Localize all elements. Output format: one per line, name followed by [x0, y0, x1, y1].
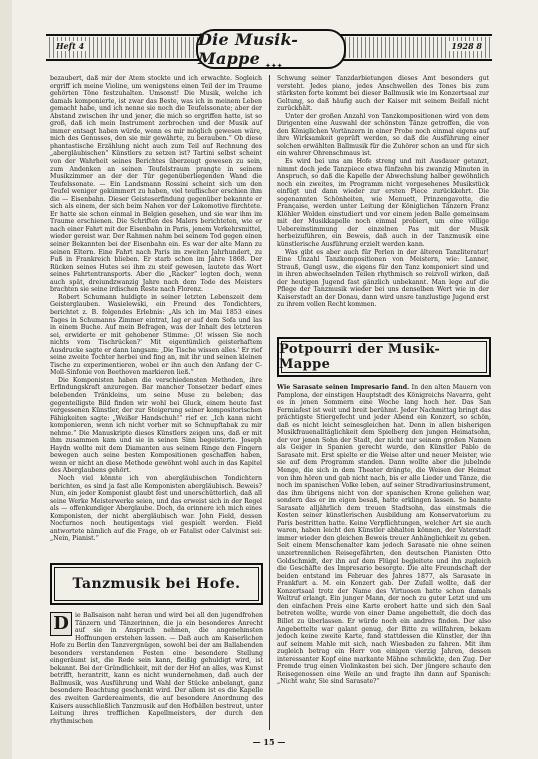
issue-label: Heft 4 [56, 41, 85, 51]
article-body: ie Ballsaison naht heran und wird bei all den jugendfrohen Tänzern und Tänzerinnen, die ja ein besonderes Anrecht auf sie in Anspruch nehmen, die angenehmsten Hoffnungen erstehen lassen. — Daß auch am Kaiserlichen Hofe zu Berlin den Tanzvergnügen, sowohl bei der am Ballabenden besonders verstandenen Festen eine besondere Stellung eingeräumt ist, die Rede sein kann, fleißig gehuldigt wird, ist bekannt. Bei der Gründlichkeit, mit der der Hof an alles, was Kunst betrifft, herantritt, kann es nicht wundernehmen, daß auch der Ballmusik, was Ausführung und Wahl der Stücke anbelangt, ganz besondere Beachtung geschenkt wird. Der allem ist es die Kapelle des zweiten Gardereaiments, die auf besondere Anordnung des Kaisers ausschließlich Tanzmusik auf den Hofbällen bestreut, unter Leitung ihres trefflichen Kapellmeisters, der durch den rhythmischen [50, 612, 263, 725]
paragraph: Es wird bei uns am Hofe streng und mit Ausdauer getanzt, nimmt doch jede Tanzpiece etwa fünfzehn bis zwanzig Minuten in Anspruch, so daß die Kapelle der Abwechslung halber gewöhnlich noch ein zweites, im Programm nicht vorgesehenes Musikstück einfügt und dann wieder zur ersten Piece zurückkehrt. Die sogenannten Schönheiten, wie Menuett, Prinzengavotte, die Française, werden unter Leitung der Königlichen Tänzern Franz Klöhler Wolden einstudiert und vor einem jeden Balle gemeinsam mit der Musikkapelle noch einmal probiert, um eine völlige Uebereinstimmung der einzelnen Pas mit der Musik herbeizuführen, ein Beweis, daß auch in der Tanzmusik eine künstlerische Ausführung erzielt werden kann. [277, 158, 489, 249]
left-column [50, 75, 262, 543]
paragraph: Schwung seiner Tanzdarbietungen dieses Amt besonders gut versteht. Jedes piano, jedes Anschwellen des Tones bis zum stärksten forte kommt bei dieser Ballmusik wie im Konzertsaal zur Geltung, so daß häufig auch der Kaiser mit seinem Beifall nicht zurückhält. [277, 75, 489, 113]
potpourri-article [277, 384, 491, 686]
ornament-icon: ✦✦✦ [265, 62, 283, 70]
tanzmusik-article [50, 612, 263, 725]
paragraph: Was gibt es aber auch für Perlen in der älteren Tanzliteratur! Eine Unzahl Tanzkompositionen von Meistern, wie: Lanner, Strauß, Gungl usw., die eigens für den Tanz komponiert sind und in ihren abwechselnden Teilen rhythmisch so reizvoll wirken, daß der heutigen Jugend fast gänzlich unbekannt. Man lege auf die Pflege der Tanzmusik wieder bei uns denselben Wert wie in der Kaiserstadt an der Donau, dann wird unsre tanzlustige Jugend erst zu ihrem vollen Recht kommen. [277, 248, 489, 309]
section-title-box [277, 337, 491, 377]
paragraph: Robert Schumann huldigte in seiner letzten Lebenszeit dem Geisterglauben. Wasielewski, ein Freund des Tondichters, berichtet z. B. folgendes Erlebnis: „Als ich im Mai 1853 eines Tages in Schumanns Zimmer eintrat, lag er auf dem Sofa und las in einem Buche. Auf mein Befragen, was der Inhalt des letzteren sei, erwiderte er mit gehobener Stimme: ‚O! wissen Sie noch nichts vom Tischrücken?‘ Mit eigentümlich geisterhaftem Ausdrucke sagte er dann langsam: ‚Die Tische wissen alles.‘ Er rief seine zweite Tochter herbei und fing an, mit ihr und seinen kleinen Tische zu experimentieren, wobei er ihn auch den Anfang der C-Moll-Sinfonie von Beethoven markieren ließ.“ [50, 293, 262, 377]
article-headline: Wie Sarasate seinen Impresario fand. [277, 384, 410, 391]
paragraph: Noch viel könnte ich von abergläubischen Tondichtern berichten, es sind ja fast alle Komponisten abergläubisch. Beweis? Nun, ein jeder Komponist glaubt fest und unerschütterlich, daß all seine Werke Meisterwerke seien, und das erweist sich in der Regel als — offenkundiger Aberglaube. Doch, da erinnere ich mich eines Komponisten, der nicht abergläubisch war. John Field, dessen Nocturnos noch heutigentags viel gespielt werden. Field antwortete nämlich auf die Frage, ob er Fatalist oder Calvinist sei: „Nein, Pianist.“ [50, 474, 262, 543]
header-banner [46, 28, 492, 70]
scan-margin [0, 0, 12, 759]
paragraph: bezaubert, daß mir der Atem stockte und ich erwachte. Sogleich ergriff ich meine Violine, um wenigstens einen Teil der im Traume gehörten Töne festzuhalten. Umsonst! Die Musik, welche ich damals komponierte, ist zwar das Beste, was ich in meinem Leben gemacht habe, und ich nenne sie noch die Teufelssonate; aber der Abstand zwischen ihr und jener, die mich so ergriffen hatte, ist so groß, daß ich mein Instrument zerbrochen und der Musik auf immer entsagt haben würde, wenn es mir möglich gewesen wäre, mich des Genusses, den sie mir gewährte, zu berauben.“ Ob diese phantastische Erzählung nicht auch zum Teil auf Rechnung des „abergläubischen“ Künstlers zu setzen ist? Tartini selbst scheint von der Wahrheit seines Berichtes überzeugt gewesen zu sein, zum Andenken an seinen Teufelstraum prangte in seinem Musikzimmer an der der Tür gegenüberliegenden Wand die Teufelssonate. — Ein Landsmann Rossini scheint sich um den Teufel weniger gekümmert zu haben, viel teuflischer erschien ihm die — Eisenbahn. Dieser Geisteserfindung gegenüber bekannte er sich als einem, der sich beim Nahen vor der Lokomotive fürchtete. Er hatte sie schon einmal in Belgien gesehen, und sie war ihm im Traume erschienen. Die Schriften des Malers berichteten, wie er nach einer Fahrt mit der Eisenbahn in Paris, jenem Verkehrsmittel, wieder gereist war. Der Rahmen nahm bei seinem Tod gegen einen seiner Bekannten bei der Eisenbahn ein. Es war der alte Mann zu seinen Eltern. Eine Fahrt nach Paris im zweiten Jahrhundert, zu Fuß in Frankreich blieben. Er starb schon im Jahre 1868. Der Rücken seines Hutes sei ihm zu steif gewesen, lautete das Wort seines Fahrtentransports. Aber die „Racker“ legten doch, wenn auch spät, dreiundzwanzig Jahre nach dem Tode des Meisters brachten sie seine irdischen Reste nach Florenz. [50, 75, 262, 294]
dropcap-initial: D [50, 612, 72, 636]
masthead-title: Die Musik-Mappe [198, 30, 299, 68]
article-body: In den alten Mauern von Pamplona, der einstigen Hauptstadt des Königreichs Navarra, geht es in jenen Sommern eine Woche lang hoch her. Das San Fermiafest ist weit und breit berühmt. Jeder Nachmittag bringt das prächtigste Stiergefecht und jeder Abend ein Konzert, so schön, daß es nicht leicht seinesgleichen hat. Denn in allen bisherigen Musikfrauenalltäglichkeit dem Spielberg den jungen Heimatsohn, der vor jenen Sohn der Stadt, der nicht nur seinem großen Namen als Geiger in Spanien gerecht wurde, den Künstler Pablo de Sarasate mit. Erst spielte er die Weise alter und neuer Meister, wie sie auf dem Programm standen. Dann wollte aber die jubelnde Menge, die sich in dem Theater drängte, die Weisen der Heimat von ihm hören und gab nicht nach, bis er alle Lieder und Tänze, die noch im spanischen Volke leben, auf seiner Stradivariusinstrument, das ihm übrigens nicht von der spanischen Krone geliehen war, sondern das er im eigen besaß, hatte erklingen lassen. So bannte Sarasate alljährlich dem treuen Stadtsohn, das einstmals die Kosten seiner künstlerischen Ausbildung am Konservatorium zu Paris bestritten hatte. Keine Verpflichtungen, welcher Art sie auch waren, haben leicht den Künstler abhalten können, der Vaterstadt immer wieder den gleichen Beweis treuer Anhänglichkeit zu geben. Seit einem Menschenalter kam jedoch Sarasate nie ohne seinen unzertrennlichen Reisegefährten, den deutschen Pianisten Otto Goldschmidt, der ihn auf dem Flügel begleitete und ihn zugleich die Geschäfte des Impresario besorgte. Die alte Freundschaft der beiden entstand im Februar des Jahres 1877, als Sarasate in Frankfurt a. M. ein Konzert gab. Der Zufall wollte, daß der Konzertsaal trotz der Name des Virtuosen hatte schon damals Weltruf erlangt. Ein junger Mann, der noch zu guter Letzt und um den einfachen Preis eine Karte erobert hatte und sich den Saal betreten wollte, wurde von einer Dame angebettelt, die doch das Billet zu überlassen. Er würde noch ein andres finden. Der also Angebettelte war galant genug, der Bitte zu willfahren, bekam jedoch keine zweite Karte, fand stattdessen die Künstler, der ihn auf seinem Mahle mit sich, nach Wiesbaden zu fahren. Mit ihm zugleich betrag ein Herr von einigen vierzig Jahren, dessen interessanter Kopf eine markante Mähne schmückte, den Zug. Der Fremde trug einen Violinkasten bei sich. Der jüngere schaute den Reisegenossen eine Weile an und fragte ihn dann auf Spanisch: „Nicht wahr, Sie sind Sarasate?“ [277, 384, 492, 686]
right-column [277, 75, 489, 309]
paragraph: Die Komponisten haben die verschiedensten Methoden, ihre Erfindungskraft anzuregen. Bar mancher Tonsetzer bedarf eines belebenden Tränkleins, um seine Muse zu beleben; das gegenteiligste Bild finden wir wohl bei Gluck, einem heute fast vergessenen Künstler, der zur Steigerung seiner kompositorischen Fähigkeiten sagte: „Weißer Handschuh!“ rief er. „Ich kann nicht komponieren, wenn ich nicht vorher mit so Schnupftabak zu mir nehme.“ Die Manuskripte dieses Künstlers zeigen uns, daß er mit ihm zusammen kam und sie in seinen Sinn begeisterte. Joseph Haydn wollte mit dem Diamanten aus seinem Ringe den Fingern bewegen auch seine besten Kompositionen geschaffen haben, wenn er nicht an diese Methode gewöhnt wohl auch in das Kapitel des Aberglaubens gehört. [50, 376, 262, 475]
year-label: 1928 8 [451, 41, 482, 51]
section-title: Potpourri der Musik-Mappe [279, 342, 441, 372]
section-title: Tanzmusik bei Hofe. [72, 576, 241, 592]
page-number: — 15 — [252, 737, 286, 747]
section-title-box [50, 563, 263, 605]
column-divider [269, 75, 270, 730]
paragraph: Unter der großen Anzahl von Tanzkompositionen wird von dem Dirigenten eine Auswahl der schönsten Tänze getroffen, die von den Königlichen Vortänzern in einer Probe noch einmal eigens auf ihre Wirksamkeit geprüft werden, so daß die Ausführung einer solchen erwählten Ballmusik für die Zuhörer schon an und für sich ein wahrer Ohrenschmaus ist. [277, 112, 489, 158]
